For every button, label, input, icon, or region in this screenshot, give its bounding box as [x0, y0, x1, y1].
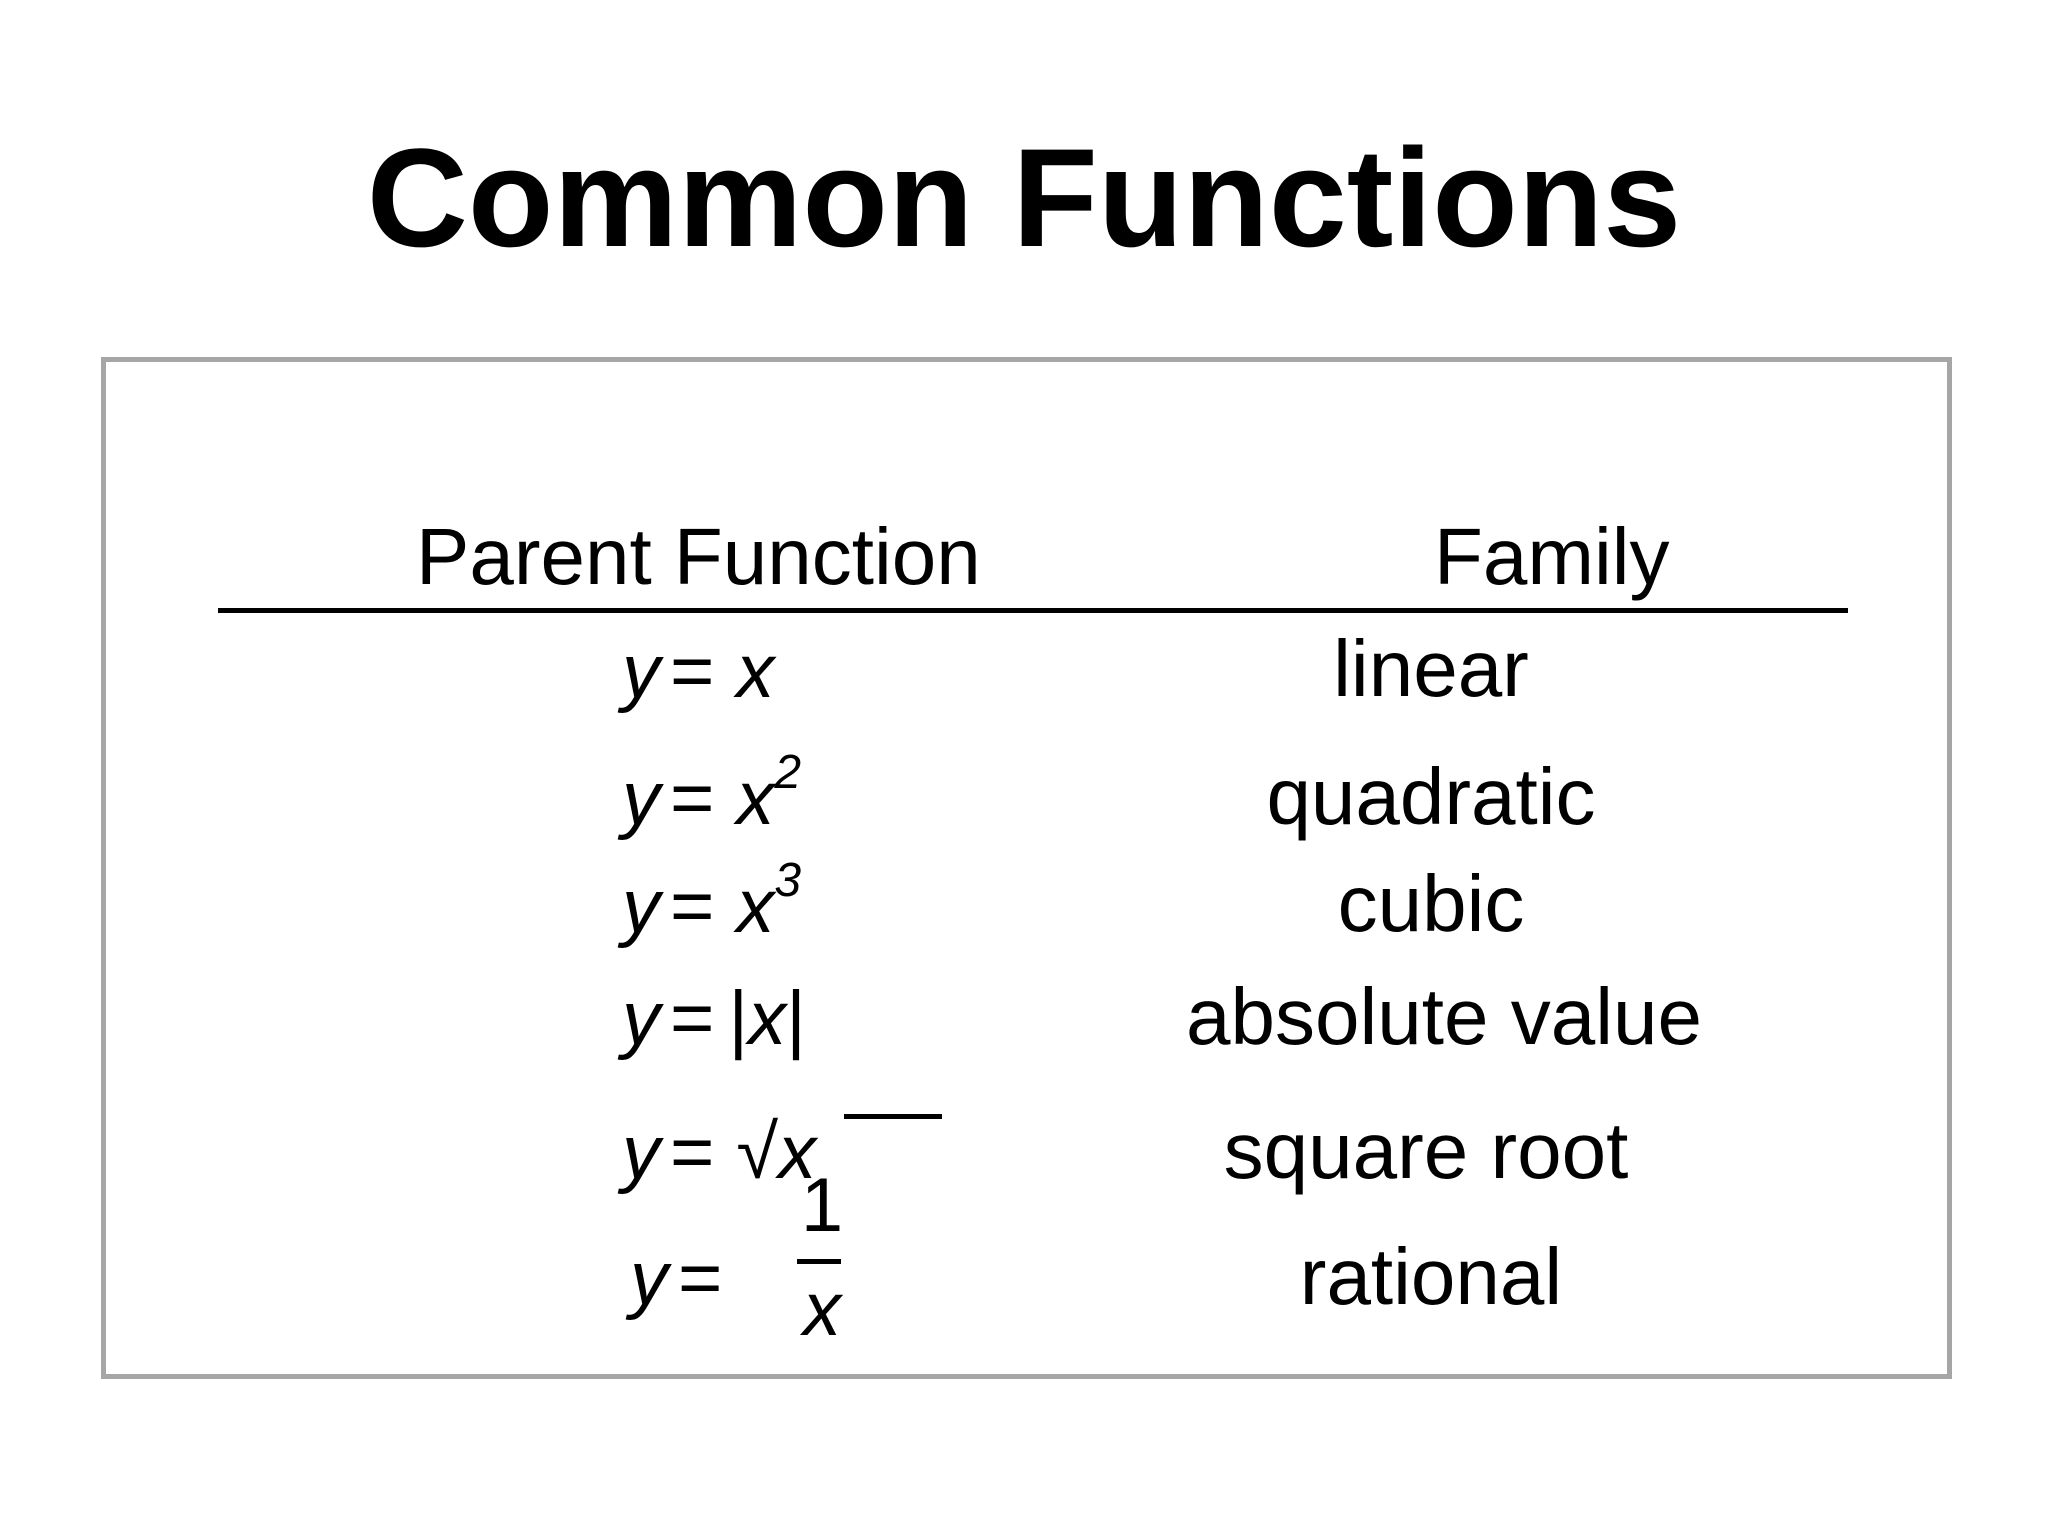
formula-x: x — [736, 629, 775, 714]
header-parent-function: Parent Function — [416, 512, 981, 601]
radical-overline — [844, 1114, 942, 1119]
formula-linear — [622, 627, 774, 717]
formula-x: x — [736, 756, 775, 841]
formula-equals: = — [670, 629, 715, 714]
formula-x: x — [736, 864, 775, 949]
fraction-denominator: x — [803, 1267, 841, 1352]
formula-equals: = — [670, 756, 715, 841]
abs-open-bar: | — [728, 976, 749, 1061]
formula-equals: = — [670, 976, 715, 1061]
formula-y: y — [622, 1110, 660, 1195]
formula-exponent: 2 — [774, 746, 802, 799]
functions-table-panel — [101, 357, 1952, 1379]
formula-rational — [630, 1234, 744, 1324]
header-family: Family — [1434, 512, 1670, 601]
family-rational: rational — [1299, 1232, 1563, 1321]
family-absolute-value: absolute value — [1186, 972, 1702, 1061]
radical-sign: √ — [736, 1110, 779, 1195]
formula-quadratic — [622, 746, 802, 844]
formula-exponent: 3 — [774, 854, 802, 907]
family-square-root: square root — [1223, 1106, 1629, 1195]
formula-y: y — [622, 756, 660, 841]
formula-x: x — [748, 976, 787, 1061]
abs-close-bar: | — [786, 976, 806, 1061]
family-quadratic: quadratic — [1266, 752, 1596, 841]
formula-square-root — [622, 1108, 816, 1198]
formula-y: y — [622, 629, 660, 714]
formula-y: y — [622, 864, 660, 949]
family-linear: linear — [1333, 624, 1529, 713]
formula-y: y — [622, 976, 660, 1061]
family-cubic: cubic — [1337, 859, 1525, 948]
fraction-numerator: 1 — [800, 1163, 844, 1248]
header-divider — [218, 608, 1848, 613]
fraction-bar — [797, 1259, 841, 1264]
formula-equals: = — [678, 1236, 723, 1321]
formula-x: x — [778, 1110, 817, 1195]
formula-equals: = — [670, 864, 715, 949]
page-title: Common Functions — [366, 119, 1682, 276]
formula-equals: = — [670, 1110, 715, 1195]
formula-y: y — [630, 1236, 668, 1321]
formula-cubic — [622, 854, 802, 952]
formula-absolute-value — [622, 974, 806, 1064]
